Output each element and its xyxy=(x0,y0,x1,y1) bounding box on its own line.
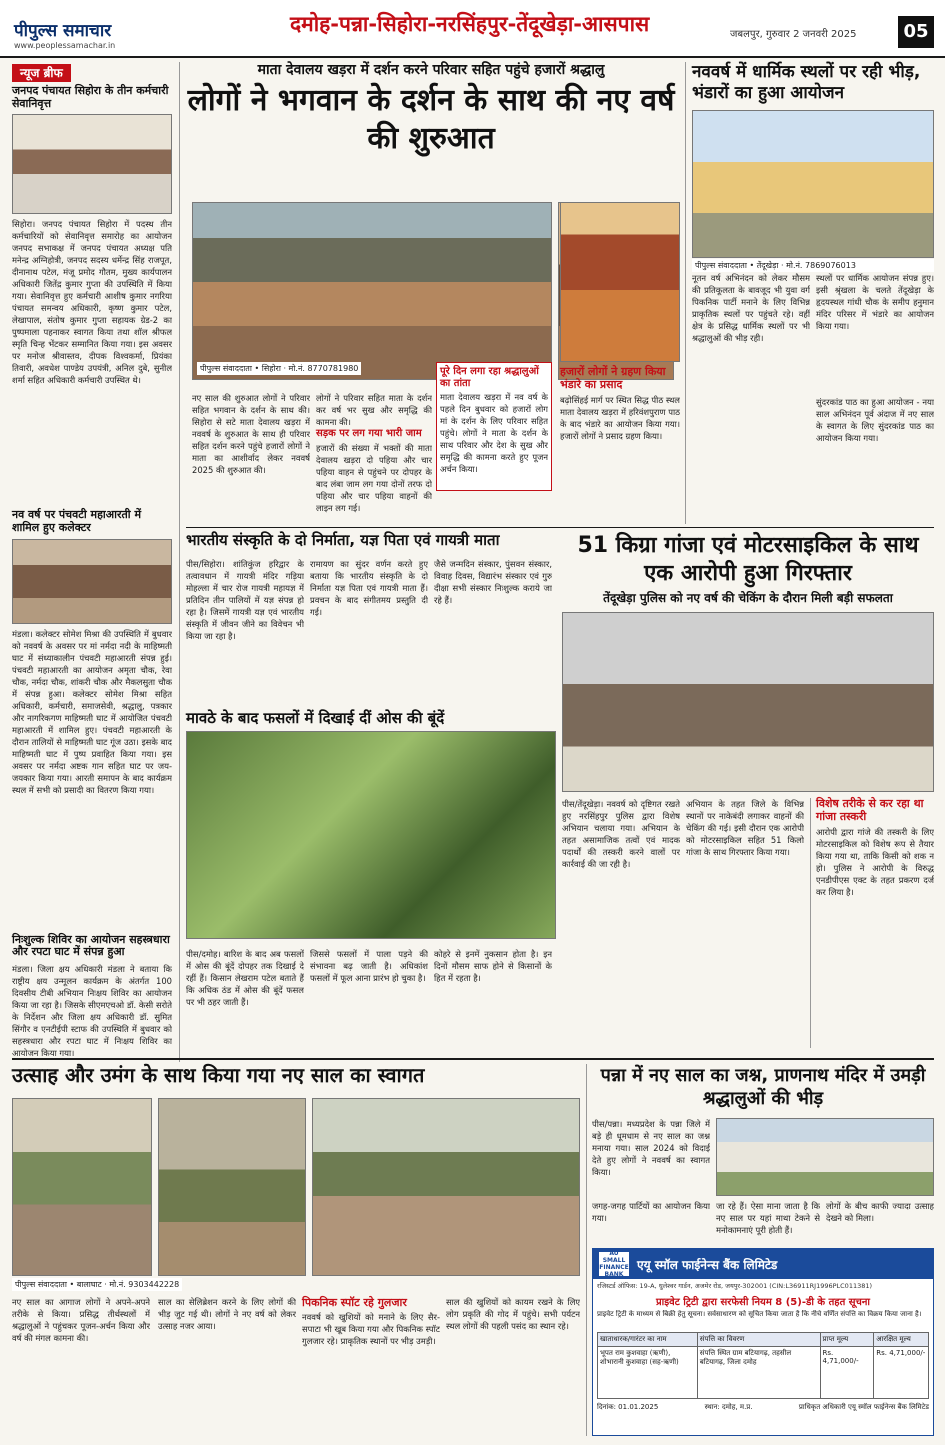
panna-story xyxy=(592,1064,934,1244)
bank-address: रजिस्टर्ड ऑफिस: 19-A, धुलेश्वर गार्डन, अजमेर रोड, जयपुर-302001 (CIN:L36911RJ1996PLC011381) xyxy=(597,1282,873,1290)
notice-signatory: प्राधिकृत अधिकारी एयू स्मॉल फाईनेन्स बैंक लिमिटेड xyxy=(798,1403,929,1411)
ganja-headline: 51 किग्रा गांजा एवं मोटरसाइकिल के साथ एक आरोपी हुआ गिरफ्तार xyxy=(577,533,919,586)
region-title: दमोह-पन्ना-सिहोरा-नरसिंहपुर-तेंदूखेड़ा-आसपास xyxy=(290,12,650,36)
panna-headline: पन्ना में नए साल का जश्न, प्राणनाथ मंदिर में उमड़ी श्रद्धालुओं की भीड़ xyxy=(600,1065,926,1109)
table-header: संपत्ति का विवरण xyxy=(698,1333,821,1346)
table-header: खाताधारक/गारंटर का नाम xyxy=(598,1333,698,1346)
notice-date: दिनांक: 01.01.2025 xyxy=(597,1403,659,1411)
culture-text-1: पीस/सिहोरा। शांतिकुंज हरिद्वार के तत्वावधान में गायत्री मंदिर गड़िया मोहल्ला में चार रोज गायत्री महायज्ञ में प्रतिदिन तीन पालियों में यज्ञ संपन्न हो रहा है। जिसमें गायत्री यज्ञ एवं भारतीय संस्कृति में जीवन जीने का विवेचन भी किया जा रहा है। xyxy=(186,559,304,641)
panna-temple-photo xyxy=(716,1118,934,1196)
brief-headline-2: नव वर्ष पर पंचवटी महाआरती में शामिल हुए कलेक्टर xyxy=(12,508,142,534)
religious-col-2 xyxy=(816,272,934,522)
bhandara-photo xyxy=(560,202,680,362)
bank-name: एयू स्मॉल फाईनेन्स बैंक लिमिटेड xyxy=(637,1257,778,1272)
celebration-photo-1 xyxy=(12,1098,152,1276)
celebration-subhead: पिकनिक स्पॉट रहे गुलजार xyxy=(302,1296,407,1309)
lead-photo-crowd xyxy=(192,202,552,380)
celebration-photo-3 xyxy=(312,1098,580,1276)
lead-text-3: हजारों की संख्या में भक्तों की माता देवालय खड़रा दो पहिया और चार पहिया वाहन से पहुंचने पर दोपहर के बाद लंबा जाम लग गया दोनों तरफ दो पहिया और चार पहिया वाहनों की लाइन लग गई। xyxy=(316,443,432,513)
celebration-text-4: साल की खुशियों को कायम रखने के लिए लोग प्रकृति की गोद में पहुंचे। सभी पर्यटन स्थल लोगों की पहली पसंद का स्थान रहे। xyxy=(446,1297,580,1331)
lead-side-headline: पूरे दिन लगा रहा श्रद्धालुओं का तांता xyxy=(440,366,539,389)
table-cell: भूपत राम कुशवाहा (ऋणी), शोभारानी कुशवाहा (सह-ऋणी) xyxy=(598,1346,698,1398)
celebration-photo-2 xyxy=(158,1098,306,1276)
dew-photo xyxy=(186,731,556,939)
culture-text-3: जैसे जन्मदिन संस्कार, पुंसवन संस्कार, विवाह दिवस, विद्यारंभ संस्कार एवं गुरु दीक्षा सभी संस्कार निःशुल्क कराये जा रहे हैं। xyxy=(434,559,552,605)
notice-place: स्थान: दमोह, म.प्र. xyxy=(704,1403,753,1411)
religious-text-2: स्थलों पर धार्मिक आयोजन संपन्न हुए। इसी श्रृंखला के चलते तेंदूखेड़ा के हृदयस्थल गांधी चौक के समीप हनुमान मंदिर परिसर में भंडारे का आयोजन किया गया। xyxy=(816,273,934,331)
ganja-arrest-story xyxy=(562,532,934,1052)
ganja-text-1: पीस/तेंदूखेड़ा। नववर्ष को दृष्टिगत रखते हुए नरसिंहपुर पुलिस द्वारा विशेष अभियान चलाया गया। अभियान के तहत असामाजिक तत्वों एवं मादक पदार्थों की तस्करी करने वालों पर कार्रवाई की जा रही है। xyxy=(562,799,680,869)
brief-headline-3: निःशुल्क शिविर का आयोजन सहस्त्रधारा और रपटा घाट में संपन्न हुआ xyxy=(12,932,170,959)
table-cell: संपत्ति स्थित ग्राम बटियागढ़, तहसील बटियागढ़, जिला दमोह xyxy=(698,1346,821,1398)
dew-text-1: पीस/दमोह। बारिश के बाद अब फसलों में ओस की बूंदें दोपहर तक दिखाई दे रहीं हैं। किसान लेखराम पटेल बताते हैं कि अधिक ठंड में ओस की बूंदें फसल पर भी ठहर जाती हैं। xyxy=(186,949,304,1007)
lead-kicker: माता देवालय खड़रा में दर्शन करने परिवार सहित पहुंचे हजारों श्रद्धालु xyxy=(257,62,605,78)
panna-text-2: जगह-जगह पार्टियों का आयोजन किया गया। xyxy=(592,1201,710,1223)
bank-logo: AU SMALL FINANCE BANK xyxy=(599,1250,629,1278)
bank-ad-header xyxy=(593,1249,933,1279)
dew-text-2: जिससे फसलों में पाला पड़ने की संभावना बढ़ जाती है। अधिकांश फसलों में फूल आना प्रारंभ हो चुका है। xyxy=(310,949,428,983)
notice-footer xyxy=(593,1401,933,1414)
news-brief-column xyxy=(12,62,172,1062)
lead-text-col-2 xyxy=(316,392,432,520)
panna-text-3: जा रहे हैं। ऐसा माना जाता है कि नए साल पर यहां माथा टेकने से मनोकामनाएं पूरी होती हैं। xyxy=(716,1201,820,1235)
ganja-box-text: आरोपी द्वारा गांजे की तस्करी के लिए मोटरसाइकिल को विशेष रूप से तैयार किया गया था, ताकि किसी को शक न हो। पुलिस ने आरोपी के विरुद्ध एनडीपीएस एक्ट के तहत प्रकरण दर्ज कर लिया है। xyxy=(816,827,934,898)
religious-credit: पीपुल्स संवाददाता • तेंदूखेड़ा · मो.नं. 7869076013 xyxy=(692,259,934,272)
celebration-col-3 xyxy=(302,1296,440,1434)
religious-headline: नववर्ष में धार्मिक स्थलों पर रही भीड़, भंडारों का हुआ आयोजन xyxy=(692,62,921,103)
notice-table xyxy=(597,1332,929,1399)
panna-text-4: लोगों के बीच काफी ज्यादा उत्साह देखने को मिला। xyxy=(826,1201,934,1223)
page-number: 05 xyxy=(898,16,934,48)
table-cell: Rs. 4,71,000/- xyxy=(821,1346,875,1398)
lead-photo-credit: पीपुल्स संवाददाता • सिहोरा · मो.नं. 8770781980 xyxy=(197,362,361,375)
table-cell: Rs. 4,71,000/- xyxy=(874,1346,928,1398)
lead-text-1: नए साल की शुरुआत लोगों ने परिवार सहित भगवान के दर्शन के साथ की। सिहोरा से सटे माता देवालय खड़रा में नववर्ष के शुरुआत के साथ ही परिवार सहित दर्शन करने पहुंचे हजारों लोगों ने माता का आशीर्वाद लेकर नववर्ष 2025 की शुरुआत की। xyxy=(192,393,310,475)
religious-text-3: सुंदरकांड पाठ का हुआ आयोजन - नया साल अभिनंदन पूर्व अंदाज में नए साल के स्वागत के लिए सुंदरकांड पाठ का आयोजन किया गया। xyxy=(816,397,934,443)
brief-photo-1 xyxy=(12,114,172,214)
religious-photo xyxy=(692,110,934,258)
masthead xyxy=(0,0,945,58)
bhandara-text: बढ़ोसिंहई मार्ग पर स्थित सिद्ध पीठ स्थल माता देवालय खड़रा में हरिवंशपुराण पाठ के बाद भंडारे का आयोजन किया गया। हजारों लोगों ने प्रसाद ग्रहण किया। xyxy=(560,395,680,442)
ganja-box-headline: विशेष तरीके से कर रहा था गांजा तस्करी xyxy=(816,797,924,823)
new-year-celebration-story xyxy=(12,1064,580,1436)
brief-photo-2 xyxy=(12,539,172,624)
dew-story xyxy=(186,710,556,1050)
ganja-subhead: तेंदूखेड़ा पुलिस को नए वर्ष की चेकिंग के दौरान मिली बड़ी सफलता xyxy=(603,591,893,605)
section-rule xyxy=(186,527,934,528)
celebration-credit: पीपुल्स संवाददाता • बालाघाट · मो.नं. 9303442228 xyxy=(12,1278,182,1291)
brief-text-2: मंडला। कलेक्टर सोमेश मिश्रा की उपस्थिति में बुधवार को नववर्ष के अवसर पर मां नर्मदा नदी के माहिष्मती घाट में संध्याकालीन पंचवटी महाआरती संपन्न हुई। पंचवटी महाआरती का आयोजन अमृता चौक, रेवा चौक, नर्मदा चौक, शांकरी चौक और मैकलसुता चौक में संपन्न हुआ। कलेक्टर सोमेश मिश्रा सहित अधिकारी, कर्मचारी, समाजसेवी, श्रद्धालु, पत्रकार और नागरिकगण माहिष्मती घाट में आयोजित पंचवटी महाआरती में शामिल हुए। पंचवटी महाआरती के दौरान तालियों से माहिष्मती घाट गूंज उठा। इसके बाद माहिष्मती घाट में पुष्प प्रवाहित किया गया। इस अवसर पर नर्मदा अष्टक गान सहित घाट पर जय-जयकार किया गया। आरती समापन के बाद कार्यक्रम स्थल में सभी को प्रसादी का वितरण किया गया। xyxy=(12,628,172,795)
bank-notice-ad xyxy=(592,1248,934,1436)
notice-text: प्राइवेट ट्रिटी के माध्यम से बिक्री हेतु सूचना। सर्वसाधारण को सूचित किया जाता है कि नीचे वर्णित संपत्ति का विक्रय किया जाना है। xyxy=(597,1310,922,1318)
bhandara-column xyxy=(560,202,680,524)
culture-headline: भारतीय संस्कृति के दो निर्माता, यज्ञ पिता एवं गायत्री माता xyxy=(186,531,500,549)
ganja-sidebox xyxy=(810,798,934,1048)
culture-text-2: रामायण का सुंदर वर्णन करते हुए बताया कि भारतीय संस्कृति के दो निर्माता यज्ञ पिता एवं गायत्री माता हैं। प्रवचन के बाद संगीतमय प्रस्तुति दी गई। xyxy=(310,559,428,617)
lead-sidebox xyxy=(436,362,552,491)
celebration-headline: उत्साह और उमंग के साथ किया गया नए साल का स्वागत xyxy=(12,1063,425,1087)
bhandara-headline: हजारों लोगों ने ग्रहण किया भंडारे का प्रसाद xyxy=(560,365,666,391)
brand-logo: पीपुल्स समाचार www.peoplessamachar.in xyxy=(14,21,116,50)
table-header: आरक्षित मूल्य xyxy=(874,1333,928,1346)
lead-side-text: माता देवालय खड़रा में नव वर्ष के पहले दिन बुधवार को हजारों लोग मां के दर्शन के लिए परिवार सहित पहुंचे। लोगों ने माता के दर्शन के साथ परिवार और देश के सुख और समृद्धि की कामना करते हुए पूजन अर्चन किया। xyxy=(440,392,548,474)
brief-headline-1: जनपद पंचायत सिहोरा के तीन कर्मचारी सेवानिवृत्त xyxy=(12,84,169,110)
section-rule xyxy=(12,1058,934,1060)
issue-date: जबलपुर, गुरुवार 2 जनवरी 2025 xyxy=(730,29,857,40)
ganja-photo xyxy=(562,612,934,792)
table-header: प्राप्त मूल्य xyxy=(821,1333,875,1346)
news-brief-tag: न्यूज ब्रीफ xyxy=(12,64,71,82)
culture-story xyxy=(186,532,556,704)
lead-subhead: सड़क पर लग गया भारी जाम xyxy=(316,428,422,439)
celebration-text-1: नए साल का आगाज लोगों ने अपने-अपने तरीके से किया। प्रसिद्ध तीर्थस्थलों में श्रद्धालुओं ने पहुंचकर पूजन-अर्चन किया और वर्ष की मंगल कामना की। xyxy=(12,1297,150,1343)
religious-places-story xyxy=(692,62,934,524)
panna-text-1: पीस/पन्ना। मध्यप्रदेश के पन्ना जिले में बड़े ही धूमधाम से नए साल का जश्न मनाया गया। साल 2024 को विदाई देते हुए लोगों ने नववर्ष का स्वागत किया। xyxy=(592,1119,710,1177)
column-divider xyxy=(685,62,686,524)
notice-title: प्राइवेट ट्रिटी द्वारा सरफेसी नियम 8 (5)-डी के तहत सूचना xyxy=(655,1297,871,1308)
lead-text-2: लोगों ने परिवार सहित माता के दर्शन कर वर्ष भर सुख और समृद्धि की कामना की। xyxy=(316,393,432,426)
ganja-text-2: अभियान के तहत जिले के विभिन्न स्थानों पर नाकेबंदी लगाकर वाहनों की चेकिंग की गई। इसी दौरान एक आरोपी को मोटरसाइकिल सहित 51 किलो गांजा के साथ गिरफ्तार किया गया। xyxy=(686,799,804,857)
column-divider xyxy=(179,62,180,1062)
brief-text-1: सिहोरा। जनपद पंचायत सिहोरा में पदस्थ तीन कर्मचारियों को सेवानिवृत्त समारोह का आयोजन जनपद सभाकक्ष में जनपद पंचायत अध्यक्ष पति मनेन्द्र अग्निहोत्री, जनपद सदस्य धर्मेन्द्र सिंह राजपूत, दीनानाथ पटेल, मंजू प्रमोद गौतम, मुख्य कार्यपालन अधिकारी जितेंद्र कुमार गुप्ता की उपस्थिति में किया गया। सेवानिवृत्त हुए कर्मचारी आशीष कुमार नगरिया पंचायत समन्वय अधिकारी, कृष्ण कुमार पटेल, लेखापाल, संतोष कुमार गुप्ता सहायक ग्रेड-2 का पुष्पमाला पहनाकर स्वागत किया तथा शॉल श्रीफल स्मृति चिन्ह भेंटकर सम्मानित किया गया। इस अवसर पर मनोज श्रीवास्तव, दीपक विश्वकर्मा, प्रियंका तिवारी, अवधेश पाण्डेय उपयंत्री, अनिल दुबे, सुनील शर्मा सहित अधिकारी कर्मचारी उपस्थित थे। xyxy=(12,219,172,386)
religious-text-1: नूतन वर्ष अभिनंदन को लेकर मौसम की प्रतिकूलता के बावजूद भी युवा वर्ग पिकनिक पार्टी मनाने के लिए विभिन्न प्राकृतिक स्थलों पर पहुंचते रहे। वहीं क्षेत्र के प्रसिद्ध धार्मिक स्थलों पर भी श्रद्धालुओं की भीड़ रही। xyxy=(692,273,810,343)
dew-text-3: कोहरे से इनमें नुकसान होता है। इन दिनों मौसम साफ होने से किसानों के हित में रहता है। xyxy=(434,949,552,983)
column-divider xyxy=(586,1064,587,1436)
celebration-text-2: साल का सेलिब्रेशन करने के लिए लोगों की भीड़ जुट गई थी। लोगों ने नए वर्ष को लेकर उत्साह नजर आया। xyxy=(158,1297,296,1331)
brief-text-3: मंडला। जिला क्षय अधिकारी मंडला ने बताया कि राष्ट्रीय क्षय उन्मूलन कार्यक्रम के अंतर्गत 100 दिवसीय टीबी अभियान निःक्षय शिविर का आयोजन किया जा रहा है। जिसके सीएमएचओ डॉ. केसी सरोते के निर्देशन और जिला क्षय अधिकारी डॉ. सुमित सिंगौर व एनटीईपी स्टाफ की उपस्थिति में बुधवार को सहस्त्रधारा और रपटा घाट में निःक्षय शिविर का आयोजन किया गया। xyxy=(12,963,172,1058)
dew-headline: मावठे के बाद फसलों में दिखाई दीं ओस की बूंदें xyxy=(186,709,445,727)
celebration-text-3: नववर्ष को खुशियों को मनाने के लिए सैर-सपाटा भी खूब किया गया और पिकनिक स्पॉट गुलजार रहे। प्राकृतिक स्थानों पर भीड़ उमड़ी। xyxy=(302,1312,440,1346)
lead-headline: लोगों ने भगवान के दर्शन के साथ की नए वर्ष की शुरुआत xyxy=(187,83,675,157)
